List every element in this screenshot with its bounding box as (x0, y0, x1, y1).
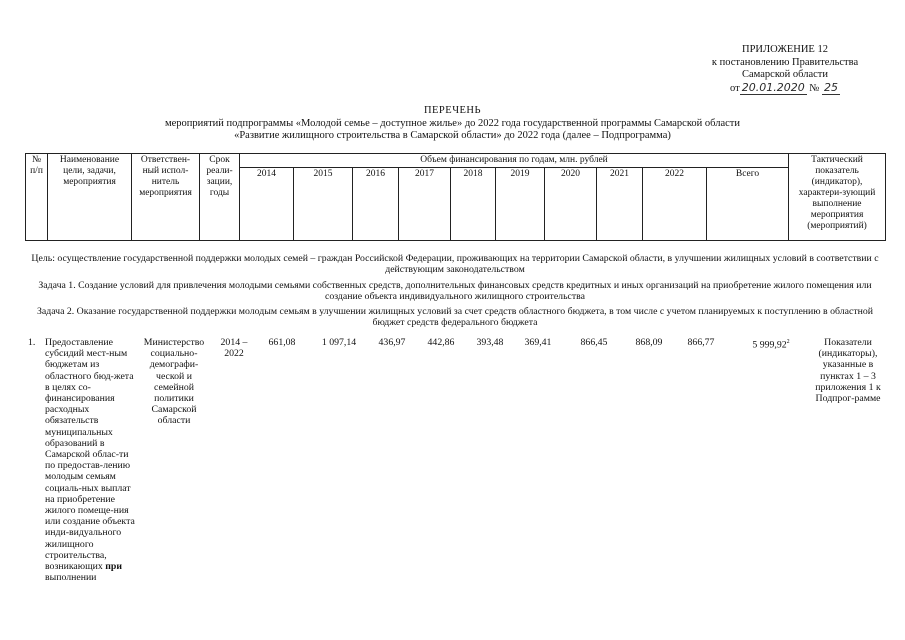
row-1-value-2018: 393,48 (476, 337, 504, 348)
col-financing: Объем финансирования по годам, млн. рублей (240, 154, 789, 168)
annex-title: ПРИЛОЖЕНИЕ 12 (742, 44, 828, 55)
col-resp: Ответствен-ный испол-нитель мероприятия (132, 154, 200, 241)
goal-block (25, 253, 885, 333)
title-line-1: мероприятий подпрограммы «Молодой семье – доступное жилье» до 2022 года государственной программы Самарской области (164, 117, 741, 129)
title-head: ПЕРЕЧЕНЬ (423, 105, 482, 116)
annex-number: 25 (823, 80, 838, 94)
title-line-2: «Развитие жилищного строительства в Самарской области» до 2022 года (далее – Подпрограмма) (234, 130, 671, 141)
row-1-value-2020: 866,45 (580, 337, 608, 348)
row-1-value-total (736, 337, 806, 350)
row-1-name (45, 337, 135, 583)
annex-ot: от (730, 82, 740, 94)
year-cell: 2014 (240, 168, 294, 241)
year-cell: 2022 (643, 168, 707, 241)
year-cell: 2017 (399, 168, 451, 241)
annex-no: № (809, 82, 820, 94)
document-title (0, 105, 905, 143)
row-1-value-2019: 369,41 (524, 337, 552, 348)
year-cell: 2019 (496, 168, 545, 241)
annex-header (690, 44, 880, 95)
annex-subtitle: к постановлению Правительства (711, 56, 859, 68)
row-1-responsible: Министерство социально-демографи-ческой и семейной политики Самарской области (143, 337, 205, 427)
year-cell: 2016 (353, 168, 399, 241)
col-name: Наименование цели, задачи, мероприятия (48, 154, 132, 241)
year-cell: 2018 (451, 168, 496, 241)
year-cell: 2020 (545, 168, 597, 241)
year-cell-total: Всего (707, 168, 789, 241)
annex-region: Самарской области (742, 69, 828, 80)
row-1-total-footnote: 2 (786, 339, 790, 345)
col-term: Срок реали-зации, годы (200, 154, 240, 241)
header-table (25, 153, 886, 241)
goal-text: Цель: осуществление государственной поддержки молодых семей – граждан Российской Федерации, проживающих на территории Самарской области, в улучшении жилищных условий в соответствии с действующим законодательством (31, 253, 879, 276)
row-1-value-2017: 442,86 (427, 337, 455, 348)
row-1-value-2022: 866,77 (687, 337, 715, 348)
col-num: № п/п (26, 154, 48, 241)
row-1-value-2014: 661,08 (268, 337, 296, 348)
row-1-indicator: Показатели (индикаторы), указанные в пунктах 1 – 3 приложения 1 к Подпрог-рамме (815, 337, 881, 405)
row-1-name-tail: при (105, 561, 122, 573)
row-1-name-last: выполнении (45, 572, 97, 584)
row-1-value-2021: 868,09 (635, 337, 663, 348)
row-1-term: 2014 – 2022 (220, 337, 248, 360)
row-1-num: 1. (28, 337, 36, 348)
row-1-value-2016: 436,97 (378, 337, 406, 348)
row-1-total-value: 5 999,92 (752, 339, 787, 351)
row-1-value-2015: 1 097,14 (321, 337, 357, 348)
row-1-name-text: Предоставление субсидий мест-ным бюджетам из областного бюд-жета в целях со-финансирования расходных обязательств муниципальных образований в Самарской облас-ти по предостав-лению молодым семьям социаль-ных выплат на приобретение жилого помеще-ния или создание объекта инди-видуального жилищного строительства, возникающих (45, 337, 135, 573)
annex-date-line (690, 82, 880, 96)
task-1-text: Задача 1. Создание условий для привлечения молодыми семьями собственных средств, дополнительных финансовых средств кредитных и иных организаций на приобретение жилого помещения или создание объекта индивидуального жилищного строительства (38, 279, 872, 302)
annex-date: 20.01.2020 (741, 80, 805, 94)
year-cell: 2015 (294, 168, 353, 241)
col-indicator: Тактический показатель (индикатор), характери-зующий выполнение мероприятия (мероприятий) (789, 154, 886, 241)
task-2-text: Задача 2. Оказание государственной поддержки молодым семьям в улучшении жилищных условий за счет средств областного бюджета, в том числе с учетом планируемых к поступлению в областной бюджет средств федерального бюджета (36, 306, 874, 329)
year-cell: 2021 (597, 168, 643, 241)
